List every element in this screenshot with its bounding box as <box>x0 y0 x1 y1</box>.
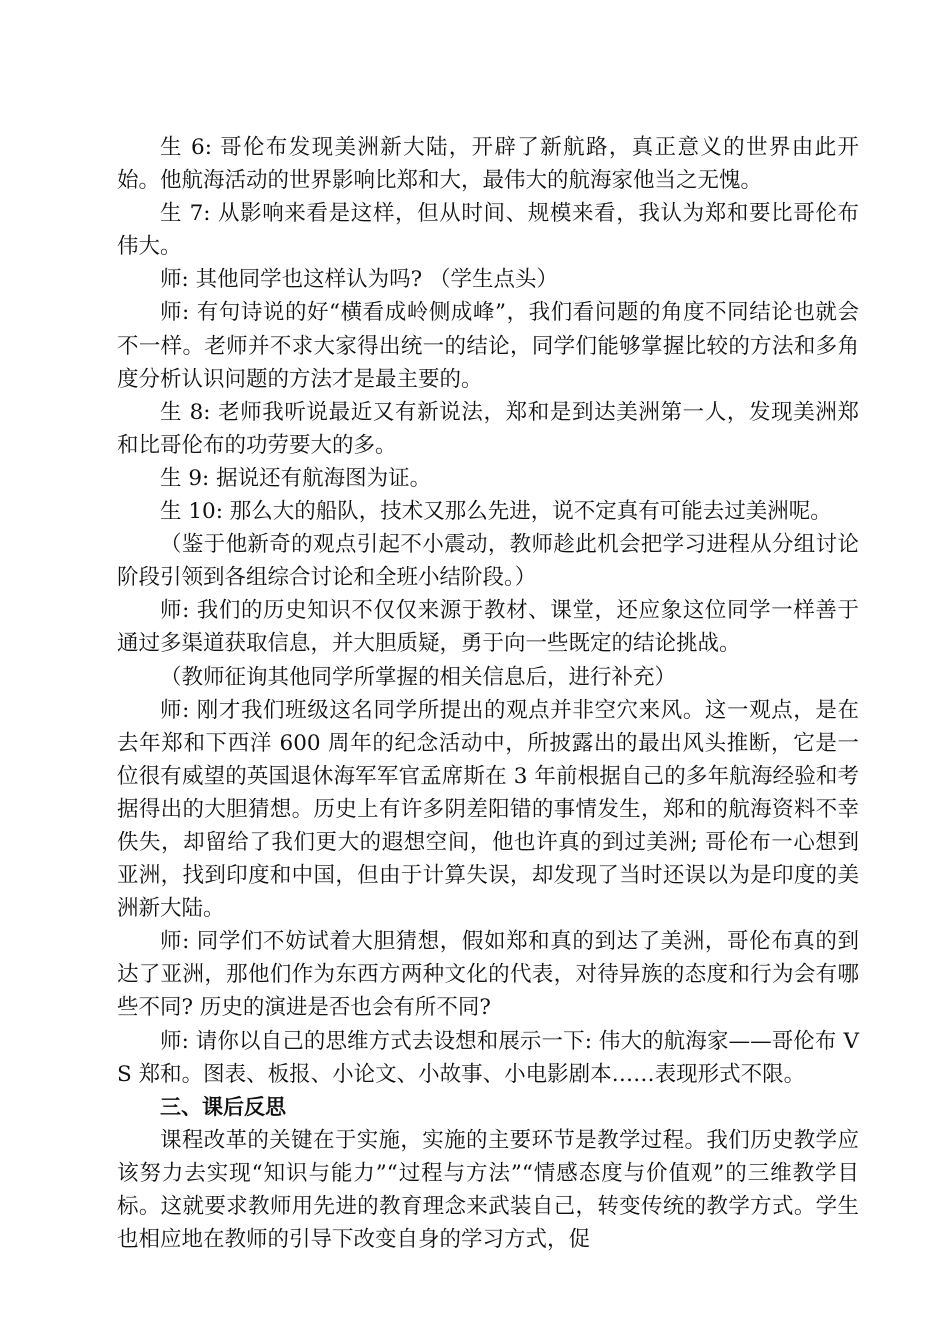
paragraph-teacher-supplement-note: （教师征询其他同学所掌握的相关信息后，进行补充） <box>160 664 677 690</box>
section-heading: 三、课后反思 <box>160 1094 286 1119</box>
paragraph-teacher-question: 师: 其他同学也这样认为吗? （学生点头） <box>160 267 558 293</box>
paragraph-teacher-hypothesis: 师: 同学们不妨试着大胆猜想，假如郑和真的到达了美洲，哥伦布真的到达了亚洲，那他们作为东西方两种文化的代表，对待异族的态度和行为会有哪些不同? 历史的演进是否也会有所不同? <box>117 929 859 1021</box>
paragraph-student-8: 生 8: 老师我听说最近又有新说法，郑和是到达美洲第一人，发现美洲郑和比哥伦布的功劳要大的多。 <box>117 399 859 458</box>
paragraph-reflection: 课程改革的关键在于实施，实施的主要环节是教学过程。我们历史教学应该努力去实现“知识与能力”“过程与方法”“情感态度与价值观”的三维教学目标。这就要求教师用先进的教育理念来武装自己，转变传统的教学方式。学生也相应地在教师的引导下改变自身的学习方式，促 <box>117 1127 859 1253</box>
paragraph-teacher-assignment: 师: 请你以自己的思维方式去设想和展示一下: 伟大的航海家——哥伦布 VS 郑和。图表、板报、小论文、小故事、小电影剧本……表现形式不限。 <box>117 1028 859 1087</box>
paragraph-student-6: 生 6: 哥伦布发现美洲新大陆，开辟了新航路，真正意义的世界由此开始。他航海活动的世界影响比郑和大，最伟大的航海家他当之无愧。 <box>117 135 859 194</box>
paragraph-student-10: 生 10: 那么大的船队，技术又那么先进，说不定真有可能去过美洲呢。 <box>160 499 832 525</box>
paragraph-student-9: 生 9: 据说还有航海图为证。 <box>160 465 432 491</box>
paragraph-teacher-explanation: 师: 刚才我们班级这名同学所提出的观点并非空穴来风。这一观点，是在去年郑和下西洋 600 周年的纪念活动中，所披露出的最出风头推断，它是一位很有威望的英国退休海军军官孟席斯在 3 年前根据自己的多年航海经验和考据得出的大胆猜想。历史上有许多阴差阳错的事情发生，郑和的航海资料不幸佚失，却留给了我们更大的遐想空间，他也许真的到过美洲; 哥伦布一心想到亚洲，找到印度和中国，但由于计算失误，却发现了当时还误以为是印度的美洲新大陆。 <box>117 697 859 922</box>
document-body <box>117 131 859 1256</box>
paragraph-stage-note: （鉴于他新奇的观点引起不小震动，教师趁此机会把学习进程从分组讨论阶段引领到各组综合讨论和全班小结阶段。） <box>117 532 859 591</box>
paragraph-teacher-poem: 师: 有句诗说的好“横看成岭侧成峰”，我们看问题的角度不同结论也就会不一样。老师并不求大家得出统一的结论，同学们能够掌握比较的方法和多角度分析认识问题的方法才是最主要的。 <box>117 300 859 392</box>
paragraph-teacher-knowledge: 师: 我们的历史知识不仅仅来源于教材、课堂，还应象这位同学一样善于通过多渠道获取信息，并大胆质疑，勇于向一些既定的结论挑战。 <box>117 598 859 657</box>
paragraph-student-7: 生 7: 从影响来看是这样，但从时间、规模来看，我认为郑和要比哥伦布伟大。 <box>117 201 859 260</box>
